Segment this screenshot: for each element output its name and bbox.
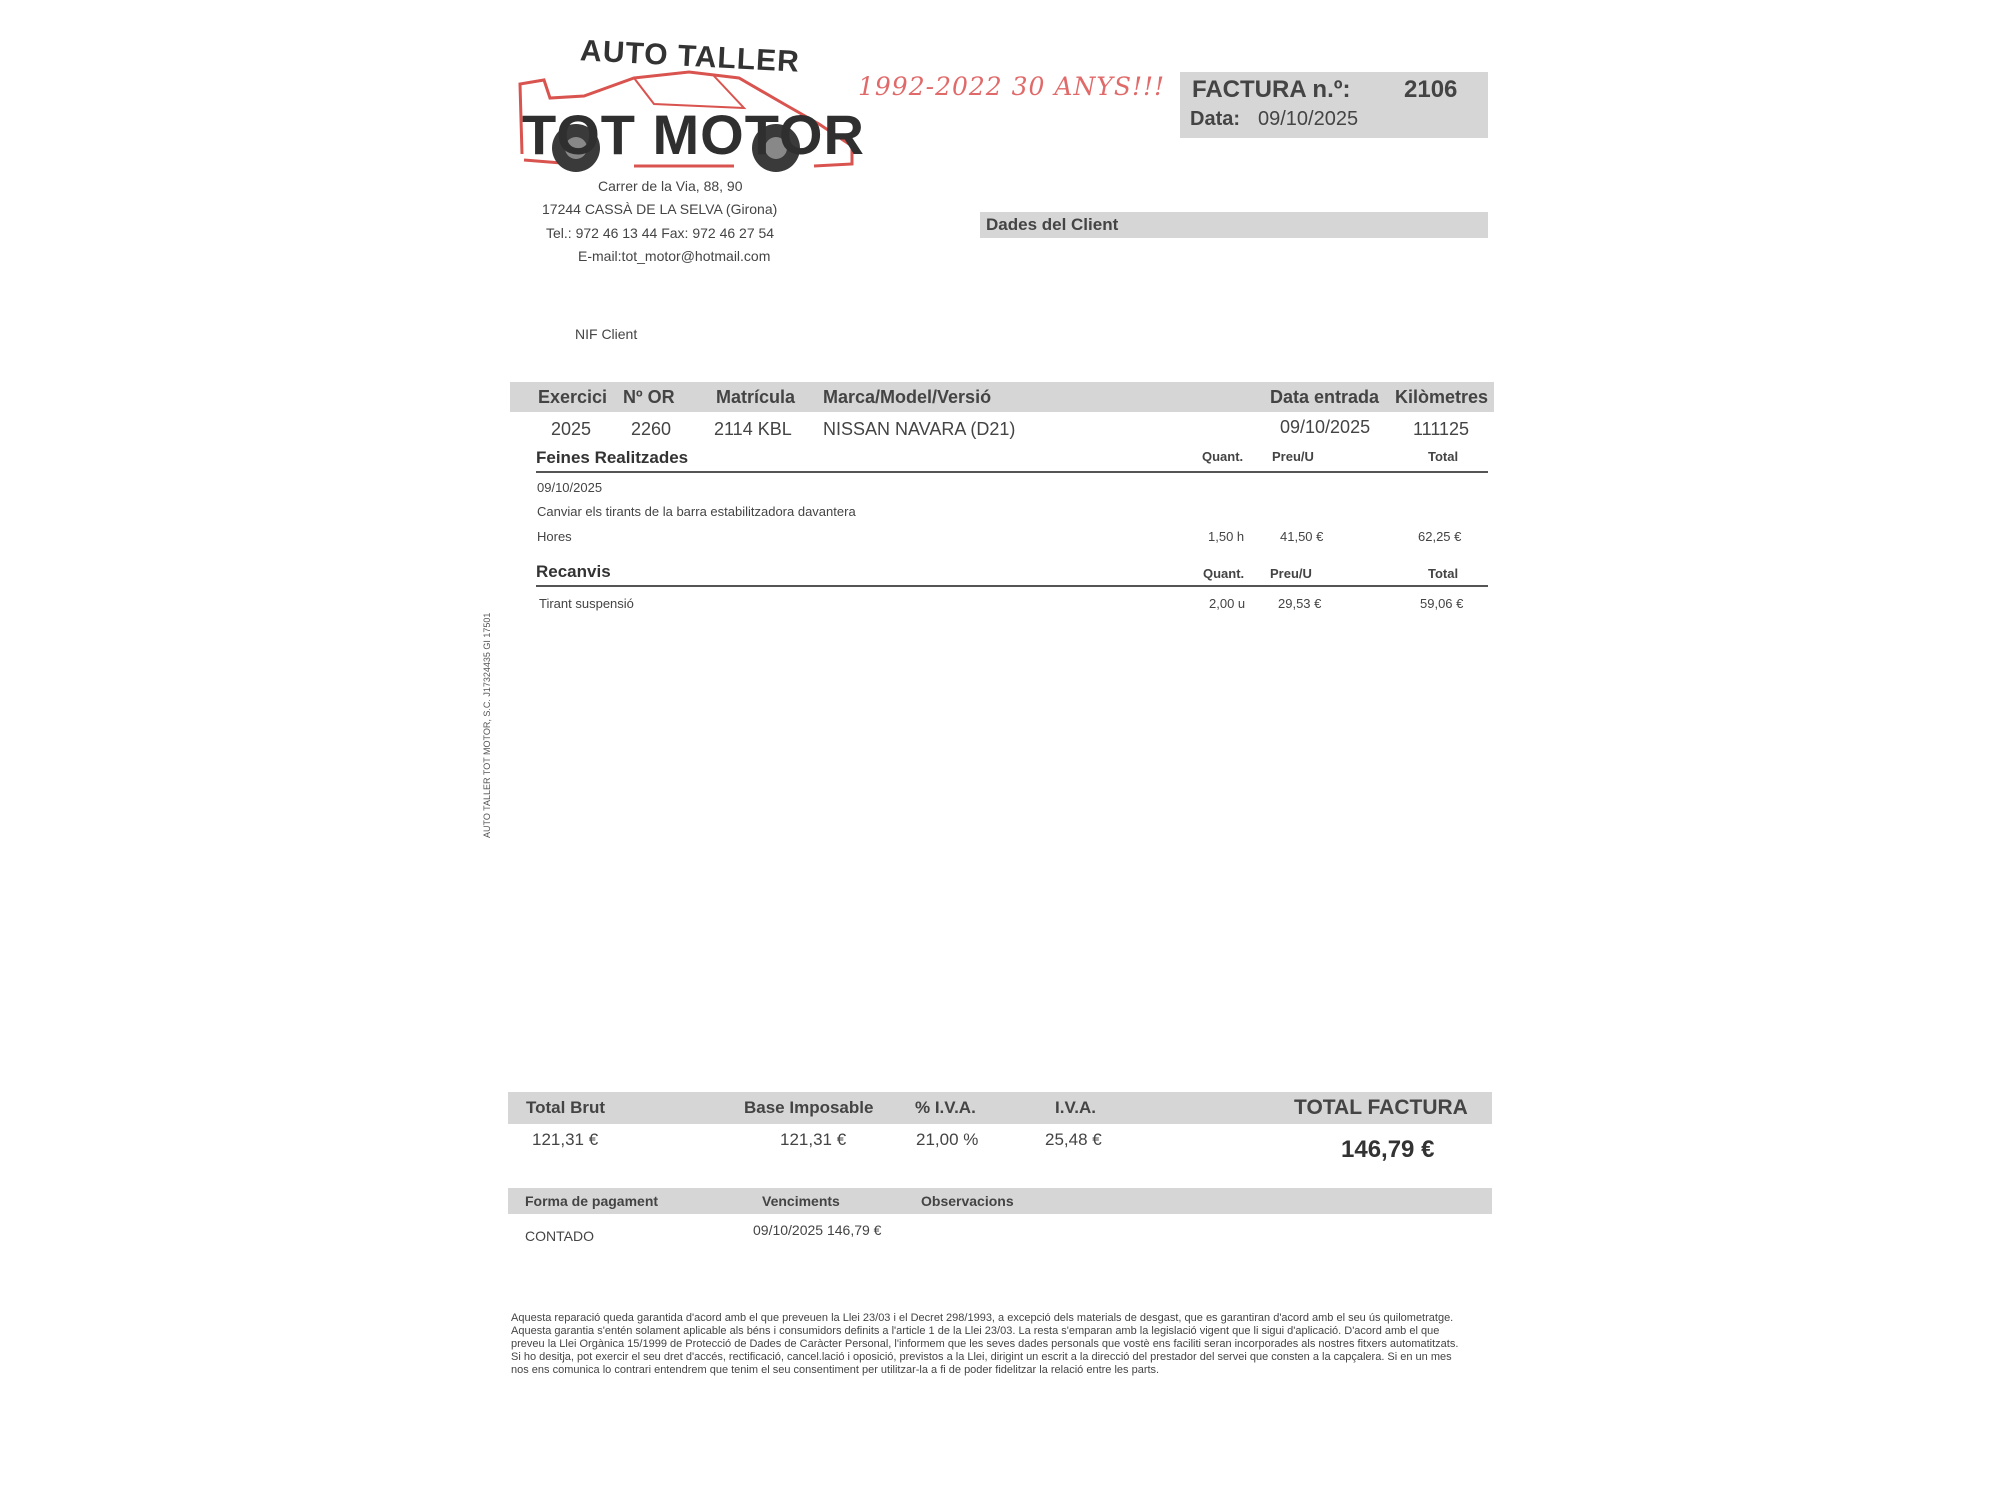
parts-title: Recanvis xyxy=(536,562,611,581)
base-label: Base Imposable xyxy=(744,1098,874,1117)
work-rule xyxy=(536,471,1488,473)
work-description: Canviar els tirants de la barra estabilitzadora davantera xyxy=(537,504,856,519)
td-marca: NISSAN NAVARA (D21) xyxy=(823,419,1016,439)
work-line-preu: 41,50 € xyxy=(1280,529,1324,544)
iva-value: 25,48 € xyxy=(1045,1130,1102,1149)
address-line2: 17244 CASSÀ DE LA SELVA (Girona) xyxy=(542,201,778,217)
parts-col-preu: Preu/U xyxy=(1270,566,1312,581)
total-brut-value: 121,31 € xyxy=(532,1130,599,1149)
td-data-entrada: 09/10/2025 xyxy=(1280,417,1371,437)
td-nor: 2260 xyxy=(631,419,672,439)
venciment-value: 09/10/2025 146,79 € xyxy=(753,1222,882,1238)
parts-col-total: Total xyxy=(1428,566,1459,581)
work-title: Feines Realitzades xyxy=(536,448,689,467)
work-line-label: Hores xyxy=(537,529,572,544)
work-date: 09/10/2025 xyxy=(537,480,603,495)
phones: Tel.: 972 46 13 44 Fax: 972 46 27 54 xyxy=(546,225,775,241)
parts-col-quant: Quant. xyxy=(1203,566,1245,581)
iva-pct-value: 21,00 % xyxy=(916,1130,979,1149)
td-exercici: 2025 xyxy=(551,419,592,439)
th-nor: Nº OR xyxy=(623,387,675,407)
nif-label: NIF Client xyxy=(575,326,638,342)
date-label: Data: xyxy=(1190,108,1241,130)
work-col-preu: Preu/U xyxy=(1272,449,1314,464)
th-matricula: Matrícula xyxy=(716,387,796,407)
total-brut-label: Total Brut xyxy=(526,1098,606,1117)
logo-top-text: AUTO TALLER xyxy=(579,34,801,79)
factura-label: FACTURA n.º: xyxy=(1192,76,1351,103)
client-section-title: Dades del Client xyxy=(986,215,1119,234)
td-matricula: 2114 KBL xyxy=(714,419,792,439)
work-line-total: 62,25 € xyxy=(1418,529,1462,544)
observacions-label: Observacions xyxy=(921,1193,1014,1209)
email: E-mail:tot_motor@hotmail.com xyxy=(578,248,771,264)
parts-line-label: Tirant suspensió xyxy=(539,596,634,611)
parts-line-quant: 2,00 u xyxy=(1209,596,1246,611)
logo-main-text: TOT MOTOR xyxy=(522,103,865,166)
venciments-label: Venciments xyxy=(762,1193,840,1209)
iva-pct-label: % I.V.A. xyxy=(915,1098,976,1117)
factura-number: 2106 xyxy=(1404,76,1458,103)
th-kilometres: Kilòmetres xyxy=(1395,387,1489,407)
work-col-total: Total xyxy=(1428,449,1459,464)
th-exercici: Exercici xyxy=(538,387,608,407)
td-kilometres: 111125 xyxy=(1413,419,1470,439)
forma-label: Forma de pagament xyxy=(525,1193,659,1209)
total-factura-value: 146,79 € xyxy=(1341,1136,1435,1163)
th-marca: Marca/Model/Versió xyxy=(823,387,992,407)
work-col-quant: Quant. xyxy=(1202,449,1244,464)
base-value: 121,31 € xyxy=(780,1130,847,1149)
work-line-quant: 1,50 h xyxy=(1208,529,1245,544)
address-line1: Carrer de la Via, 88, 90 xyxy=(598,178,743,194)
iva-label: I.V.A. xyxy=(1055,1098,1096,1117)
th-data-entrada: Data entrada xyxy=(1270,387,1380,407)
parts-line-total: 59,06 € xyxy=(1420,596,1464,611)
date-value: 09/10/2025 xyxy=(1258,108,1359,130)
parts-line-preu: 29,53 € xyxy=(1278,596,1322,611)
parts-rule xyxy=(536,585,1488,587)
side-registry-text: AUTO TALLER TOT MOTOR, S.C. J17324435 GI 17501 xyxy=(482,612,492,838)
legal-notice: Aquesta reparació queda garantida d'acord amb el que preveuen la Llei 23/03 i el Decret 298/1993, a excepció dels materials de desgast, que es garantiran d'acord amb el seu ús quilometratge. Aquesta garantia s'entén solament aplicable als béns i consumidors definits a l'article 1 de la Llei 23/03. La resta s'emparan amb la legislació vigent que li sigui d'aplicació. D'acord amb el que preveu la Llei Orgànica 15/1999 de Protecció de Dades de Caràcter Personal, l'informem que les seves dades personals que vostè ens faciliti seran incorporades als nostres fitxers automatitzats. Si ho desitja, pot exercir el seu dret d'accés, rectificació, cancel.lació i oposició, previstos a la Llei, dirigint un escrit a la direcció del prestador del servei que consten a la capçalera. Si en un mes nos ens comunica lo contrari entendrem que tenim el seu consentiment per utilitzar-la a fi de poder fidelitzar la relació entre les parts. xyxy=(511,1312,1459,1376)
total-factura-label: TOTAL FACTURA xyxy=(1294,1096,1468,1119)
forma-value: CONTADO xyxy=(525,1228,594,1244)
anniversary-text: 1992-2022 30 ANYS!!! xyxy=(858,72,1166,101)
